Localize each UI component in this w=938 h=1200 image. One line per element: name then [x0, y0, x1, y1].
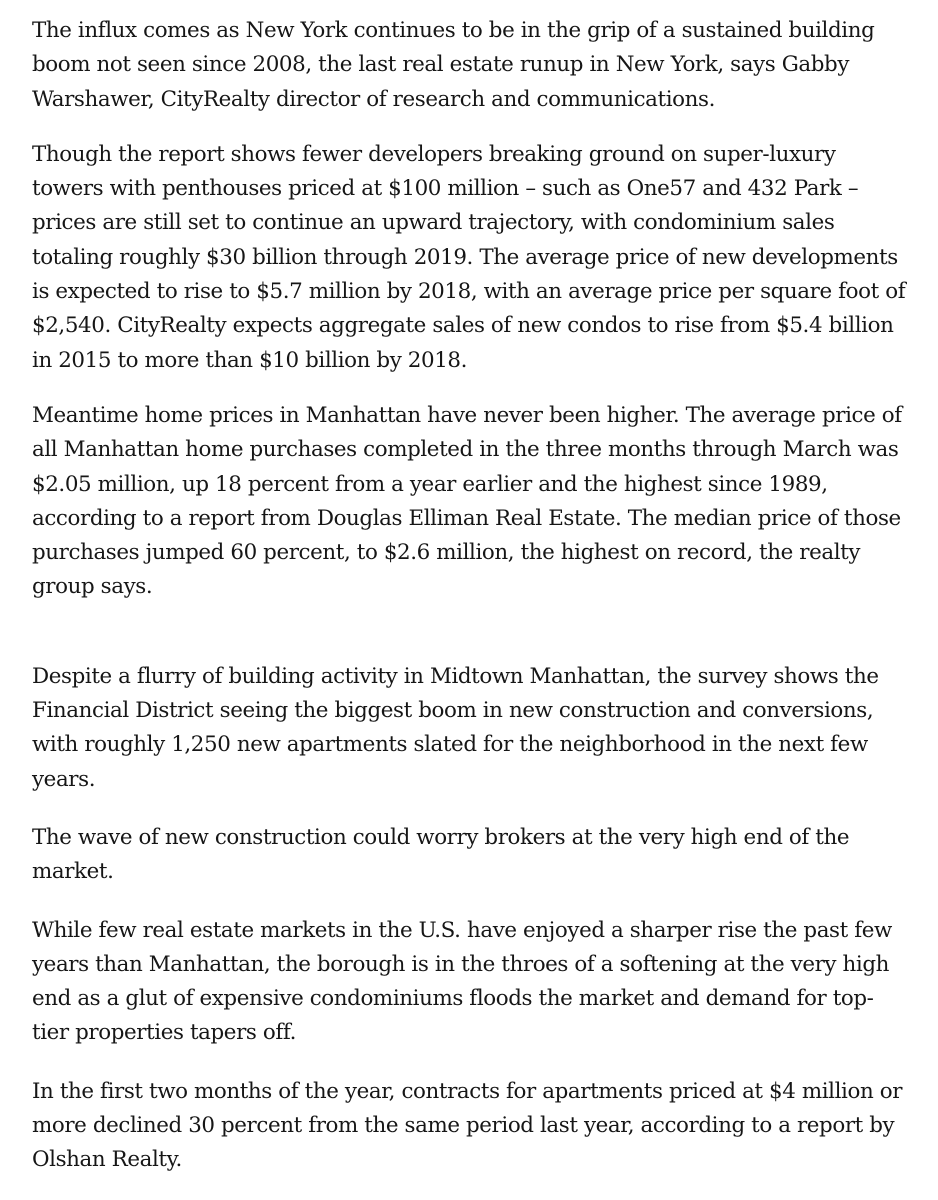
article-paragraph: Meantime home prices in Manhattan have never been higher. The average price of all Manhattan home purchases completed in the three months through March was $2.05 million, up 18 percent from a year earlier and the highest since 1989, according to a report from Douglas Elliman Real Estate. The median price of those purchases jumped 60 percent, to $2.6 million, the highest on record, the realty group says.: [32, 402, 902, 600]
article-paragraph: Though the report shows fewer developers breaking ground on super-luxury towers with penthouses priced at $100 million – such as One57 and 432 Park – prices are still set to continue an upward trajectory, with condominium sales totaling roughly $30 billion through 2019. The average price of new developments is expected to rise to $5.7 million by 2018, with an average price per square foot of $2,540. CityRealty expects aggregate sales of new condos to rise from $5.4 billion in 2015 to more than $10 billion by 2018.: [32, 141, 906, 373]
article-body: [32, 14, 910, 1178]
article-paragraph: Despite a flurry of building activity in Midtown Manhattan, the survey shows the Financial District seeing the biggest boom in new construction and conversions, with roughly 1,250 new apartments slated for the neighborhood in the next few years.: [32, 663, 879, 792]
article-paragraph: In the first two months of the year, contracts for apartments priced at $4 million or more declined 30 percent from the same period last year, according to a report by Olshan Realty.: [32, 1078, 903, 1173]
article-paragraph: While few real estate markets in the U.S. have enjoyed a sharper rise the past few years than Manhattan, the borough is in the throes of a softening at the very high end as a glut of expensive condominiums floods the market and demand for top-tier properties tapers off.: [32, 917, 892, 1046]
article-paragraph: The wave of new construction could worry brokers at the very high end of the market.: [32, 824, 850, 885]
article-paragraph: The influx comes as New York continues to be in the grip of a sustained building boom not seen since 2008, the last real estate runup in New York, says Gabby Warshawer, CityRealty director of research and communications.: [32, 18, 875, 112]
